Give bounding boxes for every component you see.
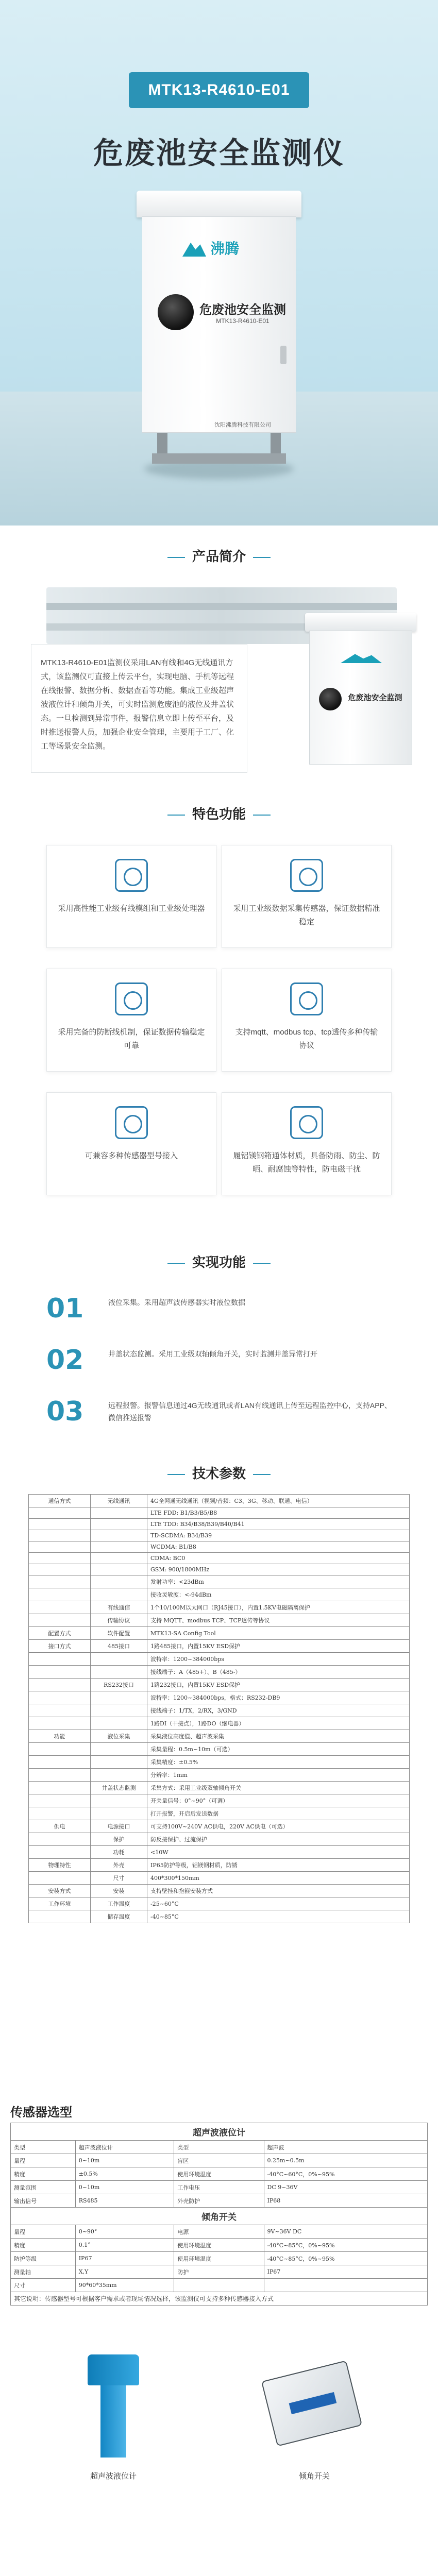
- spec-cell: [91, 1794, 147, 1807]
- spec-cell: 接线端子：1/TX，2/RX，3/GND: [147, 1704, 410, 1717]
- spec-cell: 工作温度: [91, 1897, 147, 1910]
- table-row: [29, 1679, 410, 1691]
- spec-cell: [91, 1743, 147, 1756]
- table-row: [29, 1666, 410, 1679]
- table-row: [29, 1756, 410, 1769]
- spec-cell: 尺寸: [91, 1872, 147, 1885]
- spec-heading: 技术参数: [0, 1463, 438, 1482]
- cabinet-logo: [182, 238, 239, 258]
- table-row: 输出信号 RS485 外壳防护 IP68: [11, 2194, 428, 2208]
- sensor-table: [10, 2123, 428, 2306]
- spec-cell: [91, 1717, 147, 1730]
- table-row: [29, 1794, 410, 1807]
- spec-cell: 储存温度: [91, 1910, 147, 1923]
- table-row: [29, 1519, 410, 1530]
- spec-cell: [29, 1717, 91, 1730]
- spec-cell: 安装方式: [29, 1885, 91, 1897]
- spec-cell: [29, 1846, 91, 1859]
- spec-cell: 软件配置: [91, 1627, 147, 1640]
- spec-cell: 可支持100V~240V AC供电，220V AC供电（可选）: [147, 1820, 410, 1833]
- spec-cell: [91, 1769, 147, 1782]
- spec-cell: [29, 1794, 91, 1807]
- spec-cell: [29, 1575, 91, 1588]
- sensor-heading: 传感器选型: [10, 2106, 72, 2120]
- spec-cell: 1路DI（干接点），1路DO（继电器）: [147, 1717, 410, 1730]
- spec-cell: 1个10/100M以太网口（RJ45接口），内置1.5KV电磁隔离保护: [147, 1601, 410, 1614]
- spec-cell: RS232接口: [91, 1679, 147, 1691]
- cabinet-base: [152, 453, 286, 464]
- feature-card: 履铝镁钢箱通体材质，具备防雨、防尘、防晒、耐腐蚀等特性，防电磁干扰: [222, 1092, 392, 1195]
- table-row: 量程 0~10m 盲区 0.25m~0.5m: [11, 2154, 428, 2167]
- spec-cell: [29, 1872, 91, 1885]
- table-row: 精度 ±0.5% 使用环境温度 -40°C~60°C，0%~95%: [11, 2167, 428, 2181]
- spec-cell: 传输协议: [91, 1614, 147, 1627]
- cabinet-roof: [137, 191, 301, 217]
- spec-cell: TD-SCDMA: B34/B39: [147, 1530, 410, 1541]
- table-row: 类型 超声波液位计 类型 超声波: [11, 2141, 428, 2154]
- table-row: [29, 1640, 410, 1653]
- spec-cell: 400*300*150mm: [147, 1872, 410, 1885]
- function-number: 02: [46, 1345, 84, 1376]
- table-row: [29, 1859, 410, 1872]
- spec-cell: GSM: 900/1800MHz: [147, 1564, 410, 1575]
- table-row: [29, 1910, 410, 1923]
- table-row: [29, 1691, 410, 1704]
- device-body: [309, 631, 412, 765]
- table-row: [29, 1846, 410, 1859]
- spec-cell: MTK13-SA Config Tool: [147, 1627, 410, 1640]
- spec-cell: 保护: [91, 1833, 147, 1846]
- spec-cell: 配置方式: [29, 1627, 91, 1640]
- spec-cell: [91, 1507, 147, 1519]
- table-row: 量程 0~90° 电源 9V~36V DC: [11, 2225, 428, 2239]
- spec-cell: [91, 1756, 147, 1769]
- spec-cell: [91, 1691, 147, 1704]
- box-icon: [290, 1106, 323, 1139]
- spec-cell: [29, 1679, 91, 1691]
- spec-cell: 4G全网通无线通讯（视频/音频：C3、3G、移动、联通、电信）: [147, 1495, 410, 1507]
- spec-cell: 通信方式: [29, 1495, 91, 1507]
- function-text: 液位采集。采用超声波传感器实时液位数据: [108, 1298, 245, 1307]
- spec-cell: [91, 1588, 147, 1601]
- spec-cell: 采集液位高度值、超声波采集: [147, 1730, 410, 1743]
- table-row: [29, 1872, 410, 1885]
- spec-cell: [29, 1564, 91, 1575]
- spec-cell: [29, 1704, 91, 1717]
- spec-cell: [29, 1666, 91, 1679]
- spec-cell: 井盖状态监测: [91, 1782, 147, 1794]
- spec-cell: 分辨率：1mm: [147, 1769, 410, 1782]
- spec-cell: [91, 1553, 147, 1564]
- feature-card: 采用高性能工业级有线模组和工业级处理器: [46, 845, 216, 948]
- function-item: [46, 1293, 397, 1334]
- table-row: [29, 1627, 410, 1640]
- cabinet-maker: 沈阳沸腾科技有限公司: [214, 422, 271, 428]
- spec-cell: [91, 1541, 147, 1553]
- cabinet-model: MTK13-R4610-E01: [216, 317, 269, 325]
- table-row: [29, 1743, 410, 1756]
- spec-cell: [29, 1614, 91, 1627]
- link-icon: [115, 1106, 148, 1139]
- spec-cell: [29, 1743, 91, 1756]
- mountain-logo-icon: [341, 652, 382, 663]
- spec-cell: [29, 1507, 91, 1519]
- spec-cell: [91, 1530, 147, 1541]
- table-row: [29, 1588, 410, 1601]
- spec-cell: 外壳: [91, 1859, 147, 1872]
- table-row: [29, 1897, 410, 1910]
- table-row: 尺寸 90*60*35mm: [11, 2279, 428, 2292]
- table-row: [29, 1530, 410, 1541]
- spec-cell: LTE FDD: B1/B3/B5/B8: [147, 1507, 410, 1519]
- sensor-icon: [290, 859, 323, 892]
- device-roof: [305, 613, 416, 632]
- spec-cell: IP65防护等级，铝镁钢材质，防锈: [147, 1859, 410, 1872]
- spec-cell: <10W: [147, 1846, 410, 1859]
- function-item: [46, 1396, 397, 1437]
- spec-cell: [29, 1756, 91, 1769]
- table-row: [29, 1833, 410, 1846]
- spec-cell: [29, 1541, 91, 1553]
- table-row: [29, 1653, 410, 1666]
- table-row: [29, 1601, 410, 1614]
- spec-cell: WCDMA: B1/B8: [147, 1541, 410, 1553]
- spec-cell: 1路232接口，内置15KV ESD保护: [147, 1679, 410, 1691]
- cabinet-body: [142, 216, 296, 433]
- spec-cell: [29, 1553, 91, 1564]
- spec-cell: [91, 1704, 147, 1717]
- spec-cell: 支持 MQTT、modbus TCP、TCP透传等协议: [147, 1614, 410, 1627]
- spec-cell: 波特率：1200~384000bps: [147, 1653, 410, 1666]
- table-row: [29, 1575, 410, 1588]
- spec-cell: -25~60°C: [147, 1897, 410, 1910]
- spec-cell: 工作环境: [29, 1897, 91, 1910]
- shield-icon: [115, 982, 148, 1015]
- spec-cell: 无线通讯: [91, 1495, 147, 1507]
- feature-card: 支持mqtt、modbus tcp、tcp透传多种传输协议: [222, 969, 392, 1072]
- spec-cell: 供电: [29, 1820, 91, 1833]
- table-row: [29, 1730, 410, 1743]
- cabinet-name: 危废池安全监测: [199, 303, 286, 317]
- spec-cell: 采集精度：±0.5%: [147, 1756, 410, 1769]
- table-row: [29, 1553, 410, 1564]
- spec-cell: [91, 1575, 147, 1588]
- sensor-note: 其它说明：传感器型号可根据客户需求或者现场情况选择，该监测仪可支持多种传感器接入方式: [11, 2292, 428, 2306]
- function-number: 01: [46, 1293, 84, 1324]
- table-row: 测量轴 X,Y 防护 IP67: [11, 2265, 428, 2279]
- spec-cell: 功耗: [91, 1846, 147, 1859]
- spec-cell: 发射功率：<23dBm: [147, 1575, 410, 1588]
- feature-card: 可兼容多种传感器型号接入: [46, 1092, 216, 1195]
- tilt-caption: 倾角开关: [298, 2472, 330, 2481]
- table-row: [29, 1717, 410, 1730]
- table-row: [29, 1807, 410, 1820]
- spec-cell: [29, 1653, 91, 1666]
- spec-cell: -40~85°C: [147, 1910, 410, 1923]
- hero-banner: [0, 0, 438, 526]
- spec-cell: [29, 1807, 91, 1820]
- spec-cell: [29, 1691, 91, 1704]
- probe-caption: 超声波液位计: [90, 2472, 137, 2481]
- spec-cell: [91, 1666, 147, 1679]
- spec-cell: [91, 1807, 147, 1820]
- intro-heading: 产品简介: [0, 546, 438, 565]
- spec-cell: [29, 1833, 91, 1846]
- cabinet-logo-text: 沸腾: [210, 241, 240, 257]
- spec-cell: 物理特性: [29, 1859, 91, 1872]
- device-name: 危废池安全监测: [348, 693, 402, 702]
- cabinet-image: [142, 191, 296, 464]
- spec-cell: [29, 1588, 91, 1601]
- spec-cell: 接线端子：A（485+）、B（485-）: [147, 1666, 410, 1679]
- sensor-dome-icon: [319, 688, 342, 710]
- function-number: 03: [46, 1396, 84, 1427]
- table-row: 防护等级 IP67 使用环境温度 -40°C~85°C，0%~95%: [11, 2252, 428, 2265]
- model-badge: MTK13-R4610-E01: [129, 72, 309, 108]
- table-row: [29, 1885, 410, 1897]
- table-row: [29, 1564, 410, 1575]
- feature-card: 采用工业级数据采集传感器，保证数据精准稳定: [222, 845, 392, 948]
- spec-cell: 采集方式：采用工业级双轴倾角开关: [147, 1782, 410, 1794]
- spec-cell: 有线通信: [91, 1601, 147, 1614]
- function-item: [46, 1345, 397, 1386]
- spec-cell: 打开报警，开启后发送数据: [147, 1807, 410, 1820]
- table-row: 测量范围 0~10m 工作电压 DC 9~36V: [11, 2181, 428, 2194]
- spec-cell: 液位采集: [91, 1730, 147, 1743]
- spec-cell: 接口方式: [29, 1640, 91, 1653]
- spec-cell: 采集量程：0.5m~10m（可选）: [147, 1743, 410, 1756]
- table-row: [29, 1614, 410, 1627]
- table-row: [29, 1820, 410, 1833]
- functions-heading: 实现功能: [0, 1252, 438, 1271]
- spec-cell: [29, 1530, 91, 1541]
- intro-device-image: [309, 613, 412, 773]
- table-row: [29, 1541, 410, 1553]
- ultrasonic-probe-image: [77, 2354, 149, 2458]
- table-row: [29, 1495, 410, 1507]
- function-text: 井盖状态监测。采用工业级双轴倾角开关，实时监测井盖异常打开: [108, 1350, 317, 1358]
- table-row: [29, 1782, 410, 1794]
- chip-icon: [115, 859, 148, 892]
- spec-cell: LTE TDD: B34/B38/B39/B40/B41: [147, 1519, 410, 1530]
- spec-cell: 1路485接口，内置15KV ESD保护: [147, 1640, 410, 1653]
- spec-cell: [29, 1782, 91, 1794]
- intro-text: MTK13-R4610-E01监测仪采用LAN有线和4G无线通讯方式，该监测仪可直接上传云平台，实现电脑、手机等远程在线报警、数据分析、数据查看等功能。集成工业级超声波液位计和倾角开关，可实时监测危废池的液位及井盖状态。一旦检测到异常事件，报警信息立即上传至平台，及时推送报警人员，加强企业安全管理，主要用于工厂、化工等场景安全监测。: [31, 644, 247, 773]
- spec-cell: [29, 1601, 91, 1614]
- mountain-logo-icon: [182, 239, 206, 257]
- spec-cell: 开关量信号：0°~90°（可调）: [147, 1794, 410, 1807]
- sensor-group-title: 倾角开关: [11, 2208, 428, 2225]
- spec-cell: 波特率：1200~384000bps，格式：RS232-DB9: [147, 1691, 410, 1704]
- spec-cell: [29, 1769, 91, 1782]
- function-text: 远程报警。报警信息通过4G无线通讯或者LAN有线通讯上传至远程监控中心，支持APP、微信推送报警: [108, 1401, 392, 1422]
- hero-title: 危废池安全监测仪: [93, 135, 345, 171]
- table-row: [29, 1704, 410, 1717]
- spec-cell: 接收灵敏度：<-94dBm: [147, 1588, 410, 1601]
- tilt-switch-image: [261, 2360, 362, 2446]
- spec-cell: CDMA: BC0: [147, 1553, 410, 1564]
- feature-card: 采用完备的防断线机制，保证数据传输稳定可靠: [46, 969, 216, 1072]
- spec-cell: 电源接口: [91, 1820, 147, 1833]
- spec-cell: 功能: [29, 1730, 91, 1743]
- table-row: [29, 1507, 410, 1519]
- spec-cell: [29, 1910, 91, 1923]
- sensor-group-title: 超声波液位计: [11, 2123, 428, 2141]
- table-row: [29, 1769, 410, 1782]
- lock-handle-icon: [280, 346, 287, 364]
- network-icon: [290, 982, 323, 1015]
- spec-cell: 防反接保护、过流保护: [147, 1833, 410, 1846]
- spec-cell: [91, 1653, 147, 1666]
- spec-table: [28, 1494, 410, 1923]
- table-row: 精度 0.1° 使用环境温度 -40°C~85°C，0%~95%: [11, 2239, 428, 2252]
- sensor-dome-icon: [158, 294, 194, 330]
- spec-cell: 安装: [91, 1885, 147, 1897]
- features-heading: 特色功能: [0, 804, 438, 823]
- spec-cell: 485接口: [91, 1640, 147, 1653]
- pipe-shape: [46, 603, 397, 610]
- spec-cell: [29, 1519, 91, 1530]
- spec-cell: [91, 1564, 147, 1575]
- spec-cell: [91, 1519, 147, 1530]
- spec-cell: 支持壁挂和抱箍安装方式: [147, 1885, 410, 1897]
